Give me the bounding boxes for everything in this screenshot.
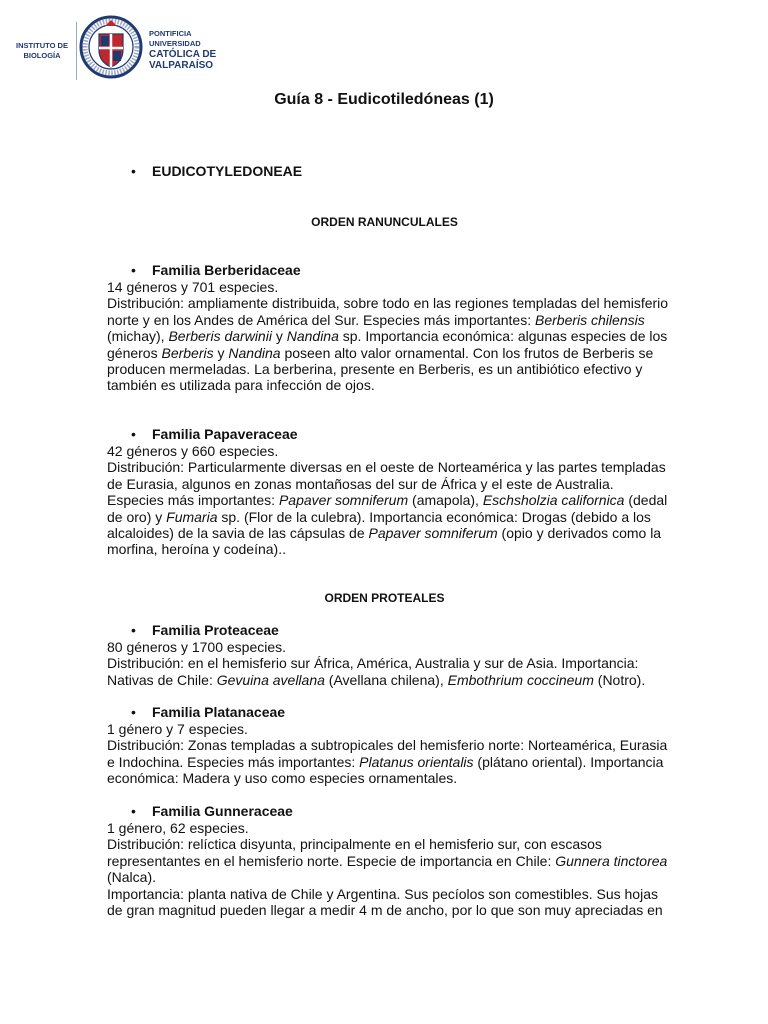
text-segment: Distribución: ampliamente distribuida, sobre todo en las regiones templadas del hemisferio (107, 295, 669, 312)
text-segment: e Indochina. Especies más importantes: (107, 753, 360, 770)
logo-divider (76, 22, 77, 80)
university-seal-icon (79, 14, 143, 82)
bullet-icon: • (131, 426, 136, 442)
text-segment: y (271, 328, 287, 345)
text-segment: géneros (107, 344, 162, 361)
family-heading: • Familia Platanaceae (131, 704, 286, 720)
species-name: Gunnera tinctorea (555, 852, 668, 869)
text-line (107, 869, 667, 885)
text-line (107, 853, 667, 869)
text-segment: morfina, heroína y codeína).. (107, 541, 286, 558)
text-line (107, 672, 667, 688)
text-segment: 80 géneros y 1700 especies. (107, 639, 287, 655)
species-name: Nandina (286, 328, 339, 345)
text-segment: de Eurasia, algunos en zonas montañosas del sur de África y el este de Australia. (107, 475, 614, 492)
header-logo (12, 14, 312, 82)
text-line (107, 721, 667, 737)
text-segment: 42 géneros y 660 especies. (107, 443, 279, 459)
page-title: Guía 8 - Eudicotiledóneas (1) (274, 91, 494, 108)
text-line (107, 754, 667, 770)
family-section (107, 622, 667, 688)
text-segment: sp. (Flor de la culebra). Importancia económica: Drogas (debido a los (217, 508, 651, 525)
text-line (107, 361, 667, 377)
text-segment: y (213, 344, 229, 361)
text-segment: Distribución: en el hemisferio sur África, América, Australia y sur de Asia. Importancia: (107, 655, 639, 672)
family-heading: • Familia Papaveraceae (131, 426, 298, 442)
text-line (107, 525, 667, 541)
text-line (107, 377, 667, 393)
text-line (107, 345, 667, 361)
text-segment: (Avellana chilena), (324, 671, 448, 688)
family-section (107, 704, 667, 787)
species-name: Berberis chilensis (535, 311, 645, 328)
text-line (107, 770, 667, 786)
bullet-icon: • (131, 704, 136, 720)
species-name: Papaver somniferum (368, 525, 498, 542)
text-segment: producen mermeladas. La berberina, presente en Berberis, es un antibiótico efectivo y (107, 361, 643, 378)
species-name: Platanus orientalis (359, 753, 474, 770)
text-segment: Importancia: planta nativa de Chile y Argentina. Sus pecíolos son comestibles. Sus hojas (107, 885, 658, 902)
text-segment: (amapola), (408, 492, 483, 509)
bullet-icon: • (131, 262, 136, 278)
family-section (107, 426, 667, 558)
text-segment: 14 géneros y 701 especies. (107, 279, 279, 295)
text-segment: 1 género, 62 especies. (107, 820, 249, 836)
species-name: Embothrium coccineum (447, 671, 594, 688)
text-segment: (dedal (624, 492, 668, 509)
text-line (107, 459, 667, 475)
text-line (107, 886, 667, 902)
text-line (107, 836, 667, 852)
text-line (107, 541, 667, 557)
text-segment: de gran magnitud pueden llegar a medir 4 m de ancho, por lo que son muy apreciadas en (107, 902, 663, 919)
text-segment: económica: Madera y uso como especies ornamentales. (107, 770, 458, 787)
text-line (107, 902, 667, 918)
text-line (107, 737, 667, 753)
text-segment: representantes en el hemisferio norte. Especie de importancia en Chile: (107, 852, 556, 869)
text-segment: (michay), (107, 328, 169, 345)
bullet-icon: • (131, 622, 136, 638)
species-name: Papaver somniferum (278, 492, 409, 509)
text-segment: Especies más importantes: (107, 492, 279, 509)
species-name: Nandina (228, 344, 281, 361)
text-segment: poseen alto valor ornamental. Con los frutos de Berberis se (280, 344, 654, 361)
text-segment: también es utilizada para infección de ojos. (107, 377, 375, 394)
text-line (107, 820, 667, 836)
family-heading: • Familia Gunneraceae (131, 803, 293, 819)
text-segment: (plátano oriental). Importancia (473, 753, 664, 770)
bullet-icon: • (131, 803, 136, 819)
order-heading: ORDEN RANUNCULALES (311, 215, 458, 229)
university-name: PONTIFICIA UNIVERSIDAD CATÓLICA DE VALPARAÍSO (149, 29, 217, 71)
text-line (107, 655, 667, 671)
text-line (107, 443, 667, 459)
text-segment: Distribución: Zonas templadas a subtropicales del hemisferio norte: Norteamérica, Eurasia (107, 737, 668, 754)
text-segment: norte y en los Andes de América del Sur. Especies más importantes: (107, 311, 535, 328)
text-line (107, 279, 667, 295)
species-name: Fumaria (166, 508, 218, 525)
text-segment: Distribución: relíctica disyunta, principalmente en el hemisferio sur, con escasos (107, 836, 602, 853)
top-bullet: • EUDICOTYLEDONEAE (131, 163, 303, 179)
species-name: Gevuina avellana (216, 671, 325, 688)
text-segment: alcaloides) de la savia de las cápsulas de (107, 525, 369, 542)
family-heading: • Familia Berberidaceae (131, 262, 301, 278)
text-segment: (Nalca). (107, 869, 157, 886)
species-name: Eschsholzia californica (482, 492, 625, 509)
text-segment: Nativas de Chile: (107, 671, 217, 688)
text-line (107, 509, 667, 525)
text-segment: sp. Importancia económica: algunas especies de los (338, 328, 668, 345)
text-segment: (opio y derivados como la (497, 525, 662, 542)
species-name: Berberis darwinii (168, 328, 272, 345)
text-segment: de oro) y (107, 508, 167, 525)
text-line (107, 328, 667, 344)
species-name: Berberis (161, 344, 214, 361)
text-segment: Distribución: Particularmente diversas en el oeste de Norteamérica y las partes templadas (107, 459, 666, 476)
bullet-icon: • (131, 163, 136, 179)
institute-name: INSTITUTO DE BIOLOGÍA (16, 41, 68, 60)
text-segment: 1 género y 7 especies. (107, 721, 248, 737)
text-line (107, 476, 667, 492)
family-heading: • Familia Proteaceae (131, 622, 279, 638)
text-line (107, 492, 667, 508)
text-segment: (Notro). (593, 671, 646, 688)
family-section (107, 803, 667, 918)
text-line (107, 295, 667, 311)
family-section (107, 262, 667, 394)
text-line (107, 639, 667, 655)
text-line (107, 312, 667, 328)
order-heading: ORDEN PROTEALES (324, 591, 445, 605)
